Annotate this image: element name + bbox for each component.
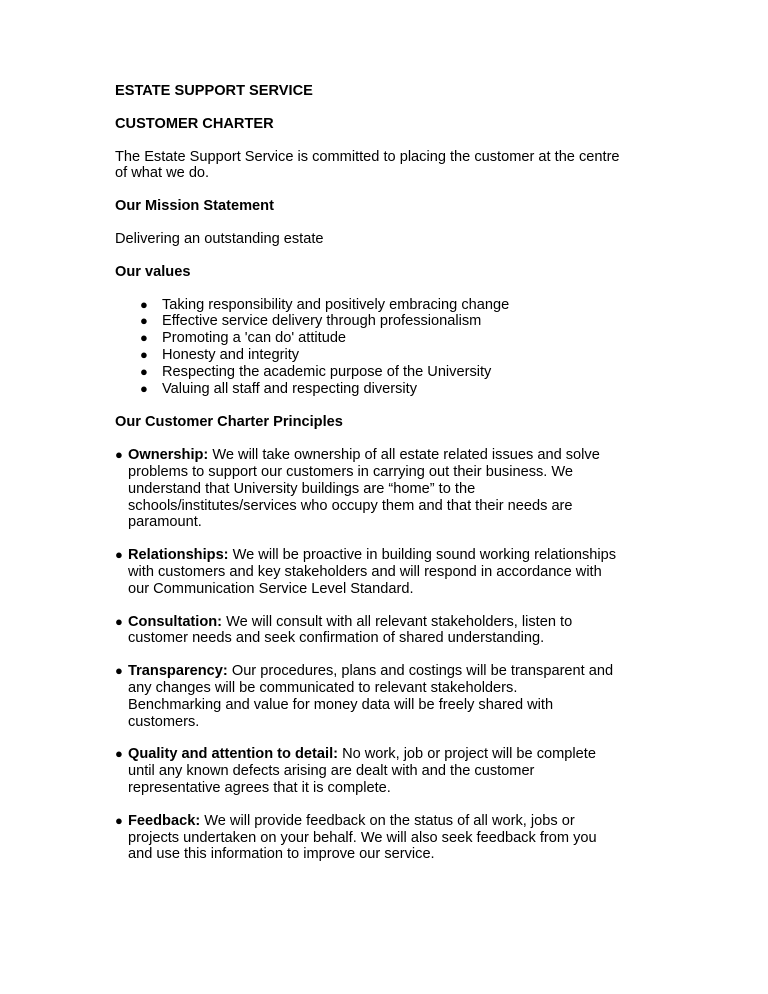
value-item [115,381,655,398]
principle-relationships [115,547,655,597]
value-text: Taking responsibility and positively embracing change [162,296,510,313]
bullet-icon: ● [140,346,148,362]
value-text: Honesty and integrity [162,346,300,363]
principle-line: any changes will be communicated to relevant stakeholders. [128,679,518,696]
bullet-icon: ● [115,613,123,629]
principle-text: We will provide feedback on the status of all work, jobs or [204,812,575,829]
principle-line [128,746,655,763]
bullet-icon: ● [140,313,148,329]
principle-line: problems to support our customers in carrying out their business. We [128,463,574,480]
document-subtitle: CUSTOMER CHARTER [115,115,274,132]
principle-term: Quality and attention to detail: [128,746,338,763]
principle-ownership [115,447,655,531]
principle-line [128,614,655,631]
document-title: ESTATE SUPPORT SERVICE [115,83,313,99]
bullet-icon: ● [115,746,123,762]
principle-text: We will be proactive in building sound working relationships [232,547,617,564]
principle-line: Benchmarking and value for money data will be freely shared with [128,696,554,713]
principle-line [128,447,655,464]
intro-paragraph [115,149,655,183]
value-text: Valuing all staff and respecting diversity [162,380,417,397]
principle-quality [115,746,655,796]
principle-line [128,663,655,680]
principles-heading: Our Customer Charter Principles [115,414,343,431]
principle-text: Our procedures, plans and costings will be transparent and [231,663,614,680]
value-item [115,330,655,347]
bullet-icon: ● [140,363,148,379]
value-item [115,297,655,314]
value-item [115,313,655,330]
principle-line: and use this information to improve our service. [128,846,435,863]
principle-line: representative agrees that it is complete. [128,779,391,796]
mission-text: Delivering an outstanding estate [115,230,324,247]
principle-line: our Communication Service Level Standard. [128,580,414,597]
bullet-icon: ● [140,330,148,346]
principle-line: schools/institutes/services who occupy them and that their needs are [128,497,573,514]
bullet-icon: ● [115,547,123,563]
value-text: Respecting the academic purpose of the University [162,363,492,380]
principle-line: customers. [128,713,200,730]
values-heading: Our values [115,263,191,280]
principle-feedback [115,813,655,863]
principle-line: with customers and key stakeholders and will respond in accordance with [128,563,602,580]
bullet-icon: ● [140,380,148,396]
principle-consultation [115,614,655,648]
principle-text: We will take ownership of all estate related issues and solve [212,447,600,464]
principle-line [128,547,655,564]
intro-line: The Estate Support Service is committed to placing the customer at the centre [115,148,620,165]
value-text: Effective service delivery through professionalism [162,313,482,330]
principle-line: customer needs and seek confirmation of shared understanding. [128,630,545,647]
document-page [115,83,655,879]
values-list [115,297,655,398]
bullet-icon: ● [140,296,148,312]
principle-text: No work, job or project will be complete [342,746,596,763]
principle-line: paramount. [128,514,202,531]
value-item [115,364,655,381]
principle-text: We will consult with all relevant stakeholders, listen to [226,613,573,630]
principle-term: Ownership: [128,447,209,464]
principle-line: understand that University buildings are “home” to the [128,480,476,497]
intro-line: of what we do. [115,165,210,182]
principle-transparency [115,663,655,730]
bullet-icon: ● [115,447,123,463]
value-item [115,347,655,364]
principle-term: Feedback: [128,812,201,829]
value-text: Promoting a 'can do' attitude [162,330,347,347]
principles-list [115,447,655,863]
principle-line [128,813,655,830]
principle-line: projects undertaken on your behalf. We will also seek feedback from you [128,829,597,846]
mission-heading: Our Mission Statement [115,198,274,215]
bullet-icon: ● [115,812,123,828]
principle-line: until any known defects arising are dealt with and the customer [128,763,535,780]
principle-term: Consultation: [128,613,223,630]
principle-term: Relationships: [128,547,229,564]
principle-term: Transparency: [128,663,228,680]
bullet-icon: ● [115,663,123,679]
